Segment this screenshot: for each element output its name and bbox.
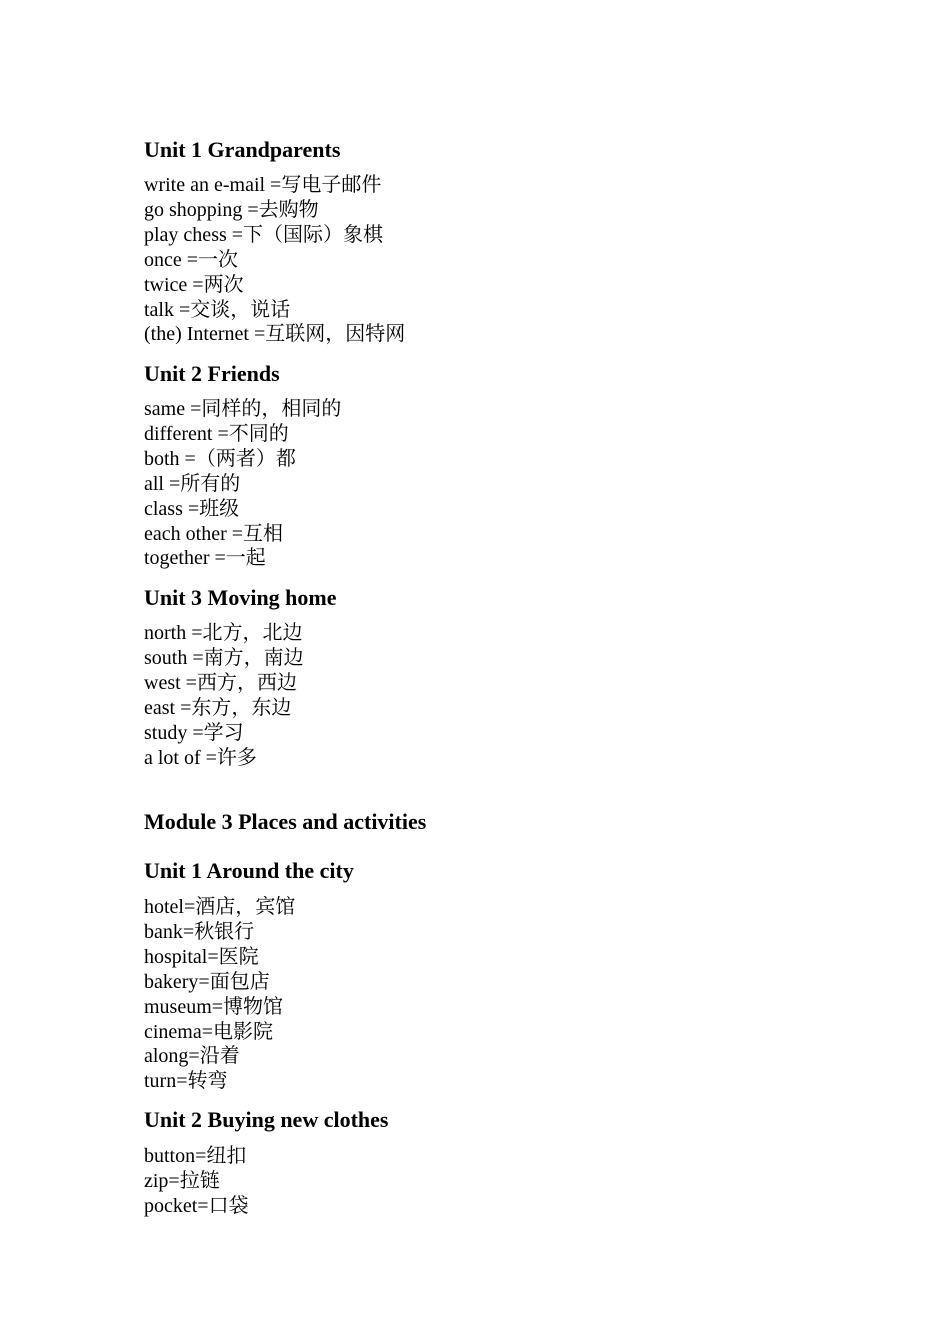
vocab-entry: cinema=电影院 xyxy=(144,1020,274,1043)
section-unit1-around-the-city xyxy=(144,858,354,1094)
section-heading: Unit 1 Grandparents xyxy=(144,137,341,162)
section-heading: Unit 3 Moving home xyxy=(144,585,337,610)
vocab-entry: same =同样的，相同的 xyxy=(144,398,342,420)
vocab-entry: bank=秋银行 xyxy=(144,920,255,943)
vocab-entry: pocket=口袋 xyxy=(144,1194,249,1217)
section-heading: Unit 2 Buying new clothes xyxy=(144,1107,389,1132)
vocab-entry: class =班级 xyxy=(144,497,240,520)
section-unit2-friends xyxy=(144,361,341,571)
vocab-entry: east =东方，东边 xyxy=(144,696,292,719)
vocab-entry: all =所有的 xyxy=(144,472,241,495)
vocab-entry: study =学习 xyxy=(144,721,244,744)
vocab-entry: along=沿着 xyxy=(144,1045,240,1068)
vocab-entry: (the) Internet =互联网，因特网 xyxy=(144,323,406,346)
vocab-entry: south =南方，南边 xyxy=(144,646,304,669)
vocab-entry: once =一次 xyxy=(144,248,239,271)
vocab-entry: twice =两次 xyxy=(144,273,244,296)
section-heading: Unit 1 Around the city xyxy=(144,858,354,883)
section-heading: Unit 2 Friends xyxy=(144,361,280,386)
vocab-entry: button=纽扣 xyxy=(144,1145,247,1167)
vocab-entry: museum=博物馆 xyxy=(144,995,284,1018)
module-3-heading-block xyxy=(144,809,426,835)
vocab-entry: a lot of =许多 xyxy=(144,746,257,769)
vocab-entry: hotel=酒店，宾馆 xyxy=(144,896,296,918)
vocab-entry: turn=转弯 xyxy=(144,1070,228,1093)
vocab-entry: together =一起 xyxy=(144,547,266,570)
vocab-list xyxy=(144,621,337,770)
section-unit1-grandparents xyxy=(144,137,405,347)
vocab-list xyxy=(144,895,354,1094)
vocab-entry: go shopping =去购物 xyxy=(144,198,319,221)
vocab-entry: north =北方，北边 xyxy=(144,622,303,644)
vocab-entry: talk =交谈，说话 xyxy=(144,298,291,321)
vocab-list xyxy=(144,1144,388,1219)
section-unit2-buying-new-clothes xyxy=(144,1107,388,1219)
vocab-entry: play chess =下（国际）象棋 xyxy=(144,223,384,246)
vocab-entry: each other =互相 xyxy=(144,522,284,545)
vocab-entry: zip=拉链 xyxy=(144,1169,220,1192)
vocab-entry: both =（两者）都 xyxy=(144,447,296,470)
vocab-entry: west =西方，西边 xyxy=(144,671,297,694)
vocab-entry: hospital=医院 xyxy=(144,945,259,968)
vocab-list xyxy=(144,173,405,347)
vocab-list xyxy=(144,397,341,571)
vocab-entry: different =不同的 xyxy=(144,422,289,445)
section-unit3-moving-home xyxy=(144,585,337,770)
module-heading: Module 3 Places and activities xyxy=(144,809,427,834)
vocab-entry: write an e-mail =写电子邮件 xyxy=(144,174,382,196)
vocab-entry: bakery=面包店 xyxy=(144,970,270,993)
